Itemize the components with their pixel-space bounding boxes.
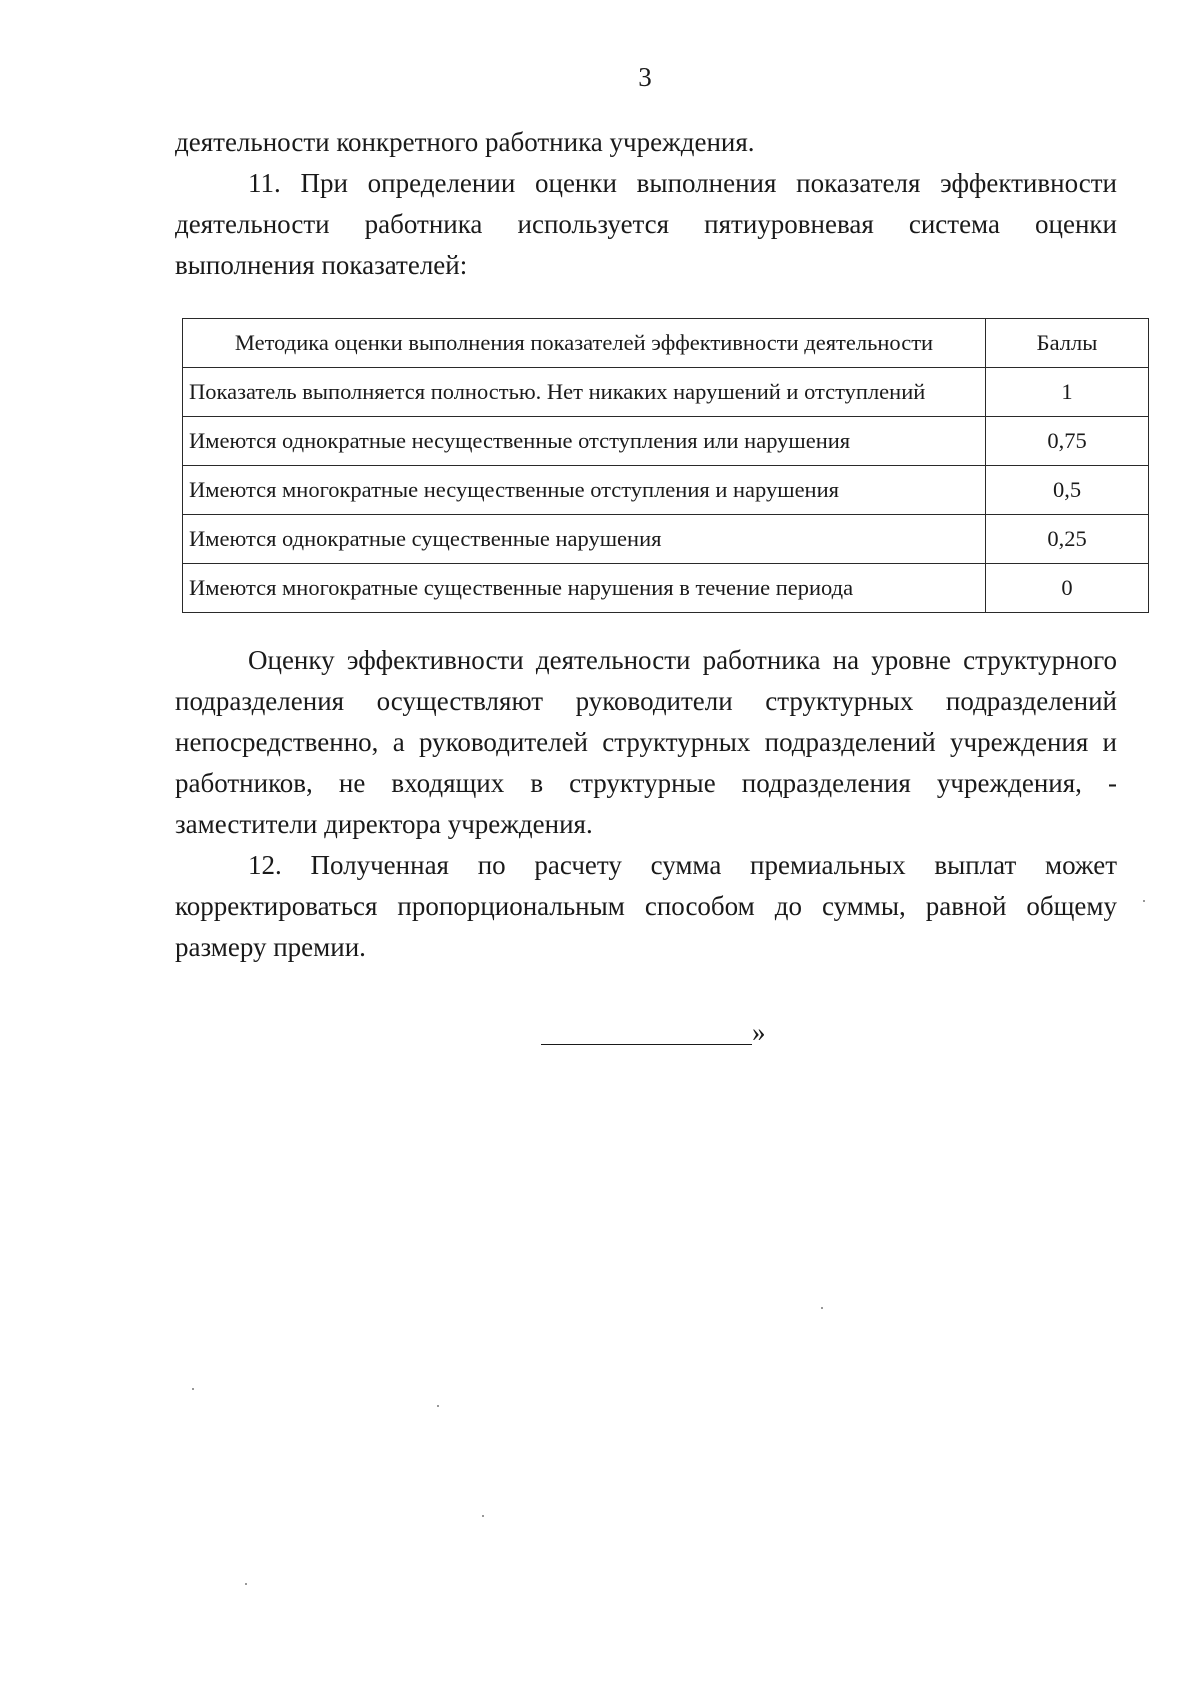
paragraph-item-12: 12. Полученная по расчету сумма премиальных выплат может корректироваться пропорциональным способом до суммы, равной общему размеру премии. (175, 850, 1117, 962)
table-cell-score: 0,25 (986, 515, 1149, 564)
closing-mark (541, 1012, 766, 1053)
table-header-score: Баллы (986, 319, 1149, 368)
paragraph-item-11: 11. При определении оценки выполнения показателя эффективности деятельности работника используется пятиуровневая система оценки выполнения показателей: (175, 168, 1117, 280)
evaluation-table (182, 318, 1149, 613)
table-row (183, 368, 1149, 417)
table-header-method: Методика оценки выполнения показателей эффективности деятельности (183, 319, 986, 368)
table-row (183, 564, 1149, 613)
scan-speck (245, 1583, 247, 1585)
table-cell-description: Имеются многократные несущественные отступления и нарушения (183, 466, 986, 515)
table-cell-score: 0 (986, 564, 1149, 613)
scan-speck (1143, 900, 1145, 902)
table-cell-description: Показатель выполняется полностью. Нет никаких нарушений и отступлений (183, 368, 986, 417)
closing-underline (541, 1016, 752, 1045)
table-row (183, 466, 1149, 515)
bottom-text-block (175, 640, 1117, 968)
table-cell-score: 0,5 (986, 466, 1149, 515)
table-row (183, 417, 1149, 466)
paragraph-evaluation: Оценку эффективности деятельности работника на уровне структурного подразделения осуществляют руководители структурных подразделений непосредственно, а руководителей структурных подразделений учреждения и работников, не входящих в структурные подразделения учреждения, - заместители директора учреждения. (175, 645, 1117, 839)
table-cell-score: 1 (986, 368, 1149, 417)
paragraph-continuation: деятельности конкретного работника учреждения. (175, 127, 755, 157)
table-cell-description: Имеются однократные несущественные отступления или нарушения (183, 417, 986, 466)
table-cell-score: 0,75 (986, 417, 1149, 466)
closing-quote: » (752, 1017, 766, 1047)
top-text-block (175, 122, 1117, 286)
table-cell-description: Имеются многократные существенные нарушения в течение периода (183, 564, 986, 613)
scan-speck (437, 1405, 439, 1407)
page-number: 3 (638, 62, 652, 92)
table-cell-description: Имеются однократные существенные нарушения (183, 515, 986, 564)
scan-speck (192, 1388, 194, 1390)
scan-speck (482, 1515, 484, 1517)
scan-speck (821, 1307, 823, 1309)
table-header-row (183, 319, 1149, 368)
table-row (183, 515, 1149, 564)
